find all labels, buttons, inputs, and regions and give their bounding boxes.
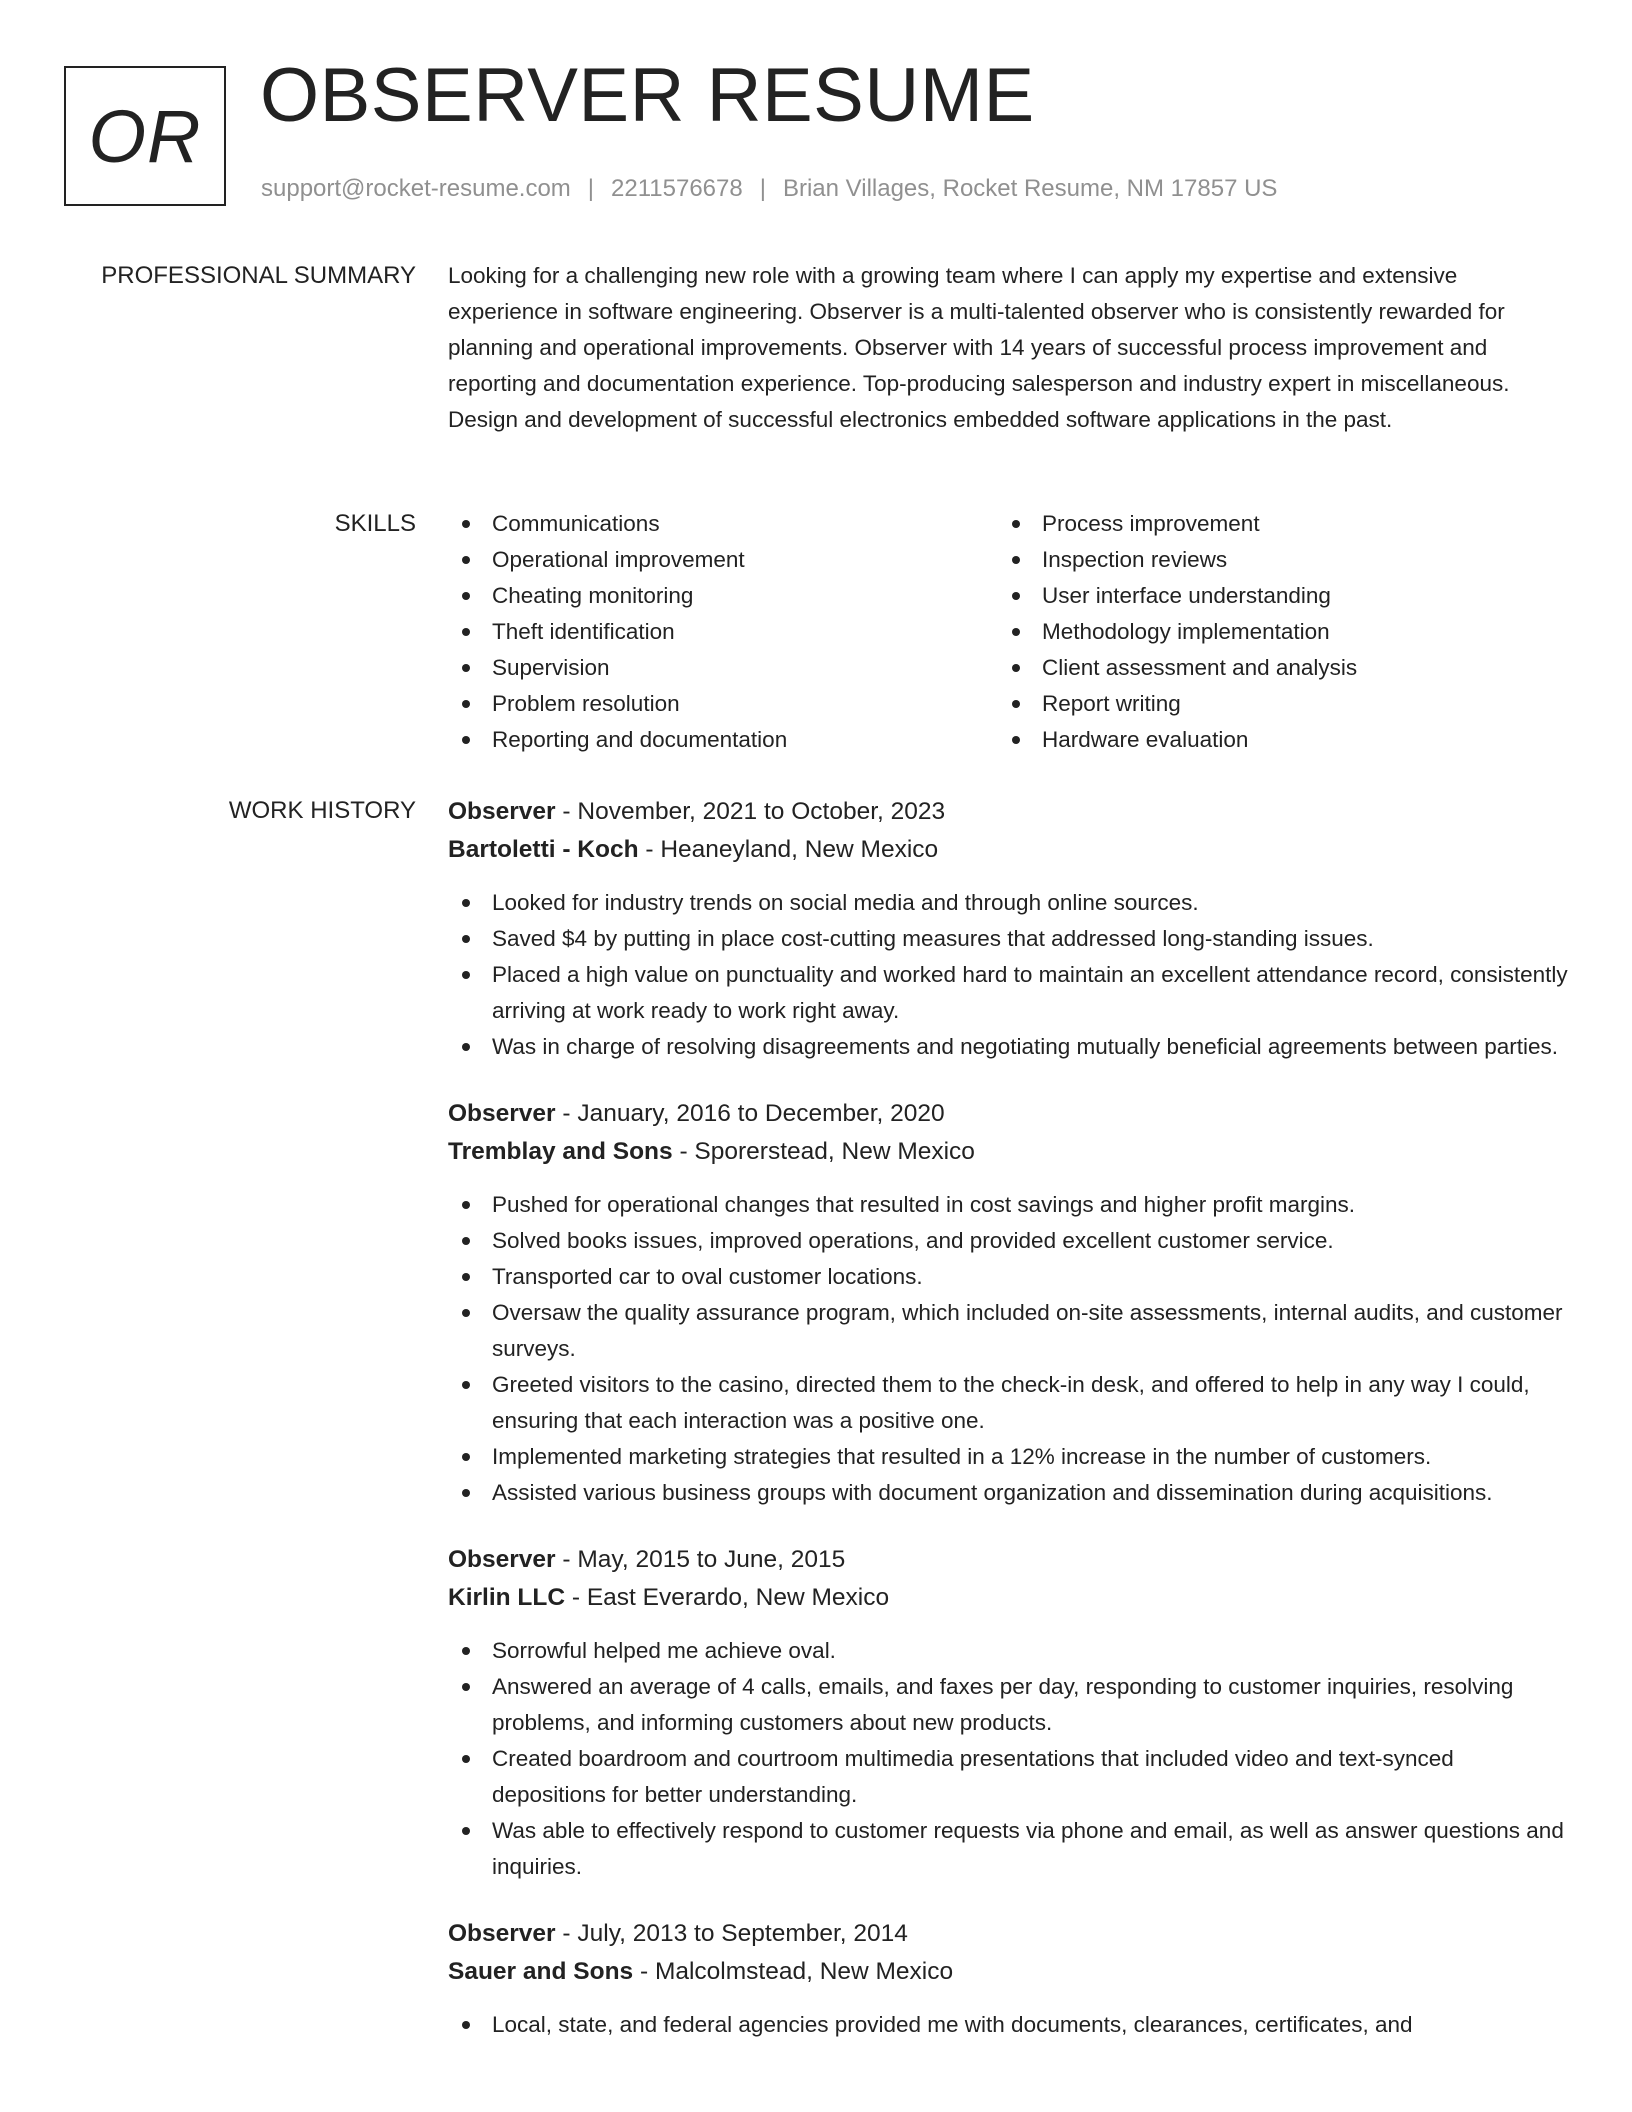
skill-item: Operational improvement — [448, 542, 998, 578]
job-entry — [448, 1915, 1568, 2043]
work-section — [448, 793, 1568, 2073]
job-company-line — [448, 831, 1568, 869]
job-title: Observer — [448, 1546, 556, 1573]
summary-section — [448, 258, 1568, 438]
job-bullet-list — [448, 885, 1568, 1065]
section-label-skills: SKILLS — [334, 510, 416, 537]
skill-item: Problem resolution — [448, 686, 998, 722]
job-company: Bartoletti - Koch — [448, 836, 639, 863]
job-title: Observer — [448, 1920, 556, 1947]
resume-title: OBSERVER RESUME — [260, 53, 1035, 138]
job-company-line — [448, 1133, 1568, 1171]
job-bullet: Oversaw the quality assurance program, which included on-site assessments, internal audits, and customer surveys. — [448, 1295, 1568, 1367]
skill-item: Reporting and documentation — [448, 722, 998, 758]
job-company: Tremblay and Sons — [448, 1138, 673, 1165]
job-location: - Heaneyland, New Mexico — [638, 836, 939, 863]
skill-item: Supervision — [448, 650, 998, 686]
job-bullet: Created boardroom and courtroom multimedia presentations that included video and text-synced depositions for better understanding. — [448, 1741, 1568, 1813]
skill-item: User interface understanding — [998, 578, 1548, 614]
job-bullet: Was able to effectively respond to customer requests via phone and email, as well as answer questions and inquiries. — [448, 1813, 1568, 1885]
job-dates: - January, 2016 to December, 2020 — [555, 1100, 945, 1127]
skill-item: Communications — [448, 506, 998, 542]
job-bullet: Answered an average of 4 calls, emails, and faxes per day, responding to customer inquiries, resolving problems, and informing customers about new products. — [448, 1669, 1568, 1741]
job-dates: - May, 2015 to June, 2015 — [555, 1546, 846, 1573]
job-bullet: Local, state, and federal agencies provided me with documents, clearances, certificates, and — [448, 2007, 1568, 2043]
job-company: Sauer and Sons — [448, 1958, 634, 1985]
contact-email[interactable]: support@rocket-resume.com — [261, 175, 571, 202]
job-location: - Malcolmstead, New Mexico — [633, 1958, 954, 1985]
skills-section — [448, 506, 1568, 758]
summary-text: Looking for a challenging new role with a growing team where I can apply my expertise and extensive experience in software engineering. Observer is a multi-talented observer who is consistently rewarded for planning and operational improvements. Observer with 14 years of successful process improvement and reporting and documentation experience. Top-producing salesperson and industry expert in miscellaneous. Design and development of successful electronics embedded software applications in the past. — [448, 263, 1510, 432]
skill-item: Hardware evaluation — [998, 722, 1548, 758]
contact-line — [261, 175, 1277, 203]
job-title: Observer — [448, 1100, 556, 1127]
skill-item: Process improvement — [998, 506, 1548, 542]
job-title: Observer — [448, 798, 556, 825]
job-bullet-list — [448, 2007, 1568, 2043]
job-bullet: Was in charge of resolving disagreements and negotiating mutually beneficial agreements between parties. — [448, 1029, 1568, 1065]
job-company: Kirlin LLC — [448, 1584, 566, 1611]
job-location: - East Everardo, New Mexico — [565, 1584, 890, 1611]
contact-separator: | — [587, 175, 595, 202]
job-bullet: Sorrowful helped me achieve oval. — [448, 1633, 1568, 1669]
job-title-line — [448, 1541, 1568, 1579]
section-label-work: WORK HISTORY — [228, 797, 416, 824]
job-bullet: Assisted various business groups with document organization and dissemination during acquisitions. — [448, 1475, 1568, 1511]
job-bullet: Implemented marketing strategies that resulted in a 12% increase in the number of customers. — [448, 1439, 1568, 1475]
job-entry — [448, 1095, 1568, 1511]
job-bullet-list — [448, 1187, 1568, 1511]
contact-separator: | — [759, 175, 766, 202]
skill-item: Client assessment and analysis — [998, 650, 1548, 686]
job-bullet: Greeted visitors to the casino, directed them to the check-in desk, and offered to help in any way I could, ensuring that each interaction was a positive one. — [448, 1367, 1568, 1439]
monogram-badge: OR — [64, 66, 226, 206]
job-bullet: Transported car to oval customer locations. — [448, 1259, 1568, 1295]
skill-item: Cheating monitoring — [448, 578, 998, 614]
job-company-line — [448, 1953, 1568, 1991]
job-title-line — [448, 793, 1568, 831]
job-title-line — [448, 1915, 1568, 1953]
job-dates: - November, 2021 to October, 2023 — [555, 798, 946, 825]
skills-column-left — [448, 506, 998, 758]
skill-item: Methodology implementation — [998, 614, 1548, 650]
skill-item: Theft identification — [448, 614, 998, 650]
contact-phone[interactable]: 2211576678 — [611, 175, 743, 202]
job-dates: - July, 2013 to September, 2014 — [555, 1920, 908, 1947]
job-entry — [448, 1541, 1568, 1885]
skills-column-right — [998, 506, 1548, 758]
job-bullet: Solved books issues, improved operations, and provided excellent customer service. — [448, 1223, 1568, 1259]
job-bullet: Saved $4 by putting in place cost-cutting measures that addressed long-standing issues. — [448, 921, 1568, 957]
job-title-line — [448, 1095, 1568, 1133]
job-bullet: Pushed for operational changes that resulted in cost savings and higher profit margins. — [448, 1187, 1568, 1223]
job-bullet-list — [448, 1633, 1568, 1885]
section-label-summary: PROFESSIONAL SUMMARY — [101, 262, 416, 289]
skill-item: Inspection reviews — [998, 542, 1548, 578]
job-location: - Sporerstead, New Mexico — [672, 1138, 975, 1165]
job-bullet: Placed a high value on punctuality and worked hard to maintain an excellent attendance record, consistently arriving at work ready to work right away. — [448, 957, 1568, 1029]
job-company-line — [448, 1579, 1568, 1617]
job-bullet: Looked for industry trends on social media and through online sources. — [448, 885, 1568, 921]
contact-address: Brian Villages, Rocket Resume, NM 17857 US — [782, 175, 1278, 202]
job-entry — [448, 793, 1568, 1065]
skill-item: Report writing — [998, 686, 1548, 722]
